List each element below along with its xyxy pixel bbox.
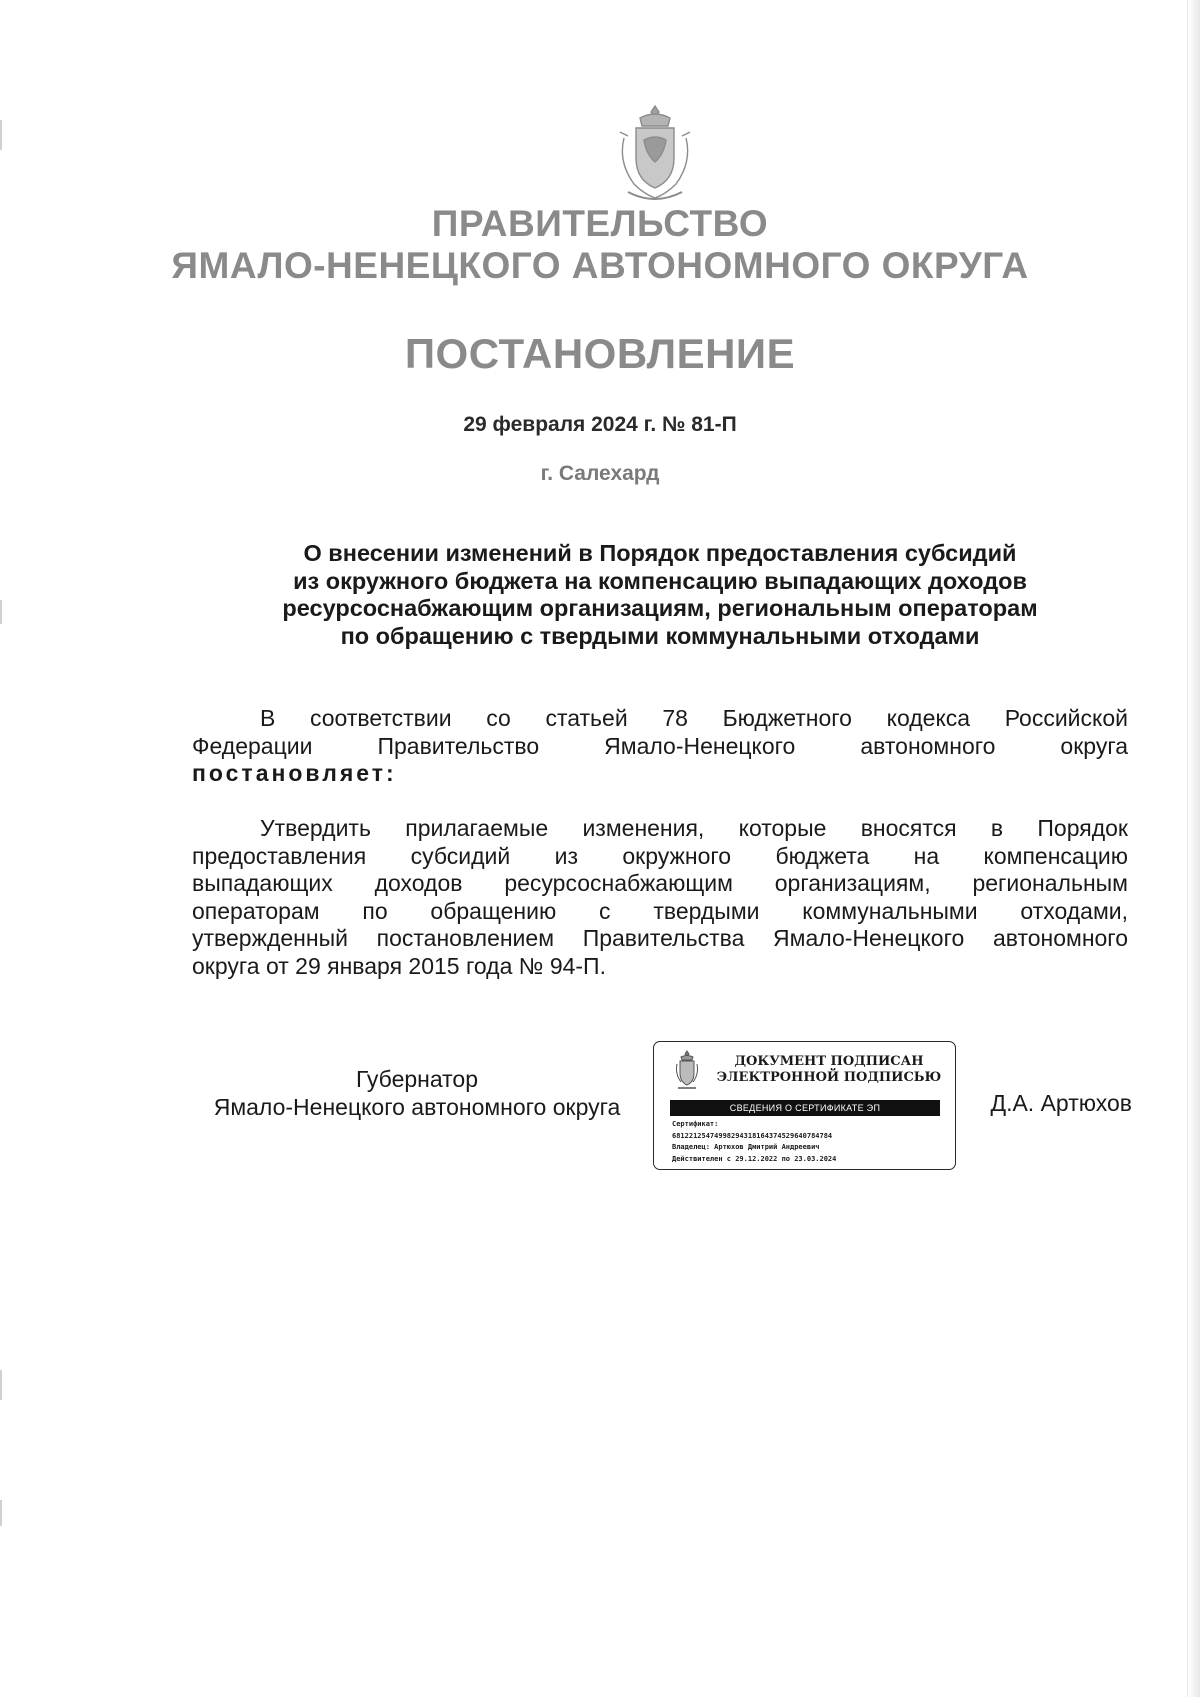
signer-position-line: Губернатор xyxy=(355,1066,479,1092)
certificate-owner: Владелец: Артюхов Дмитрий Андреевич xyxy=(672,1143,820,1151)
paragraph-line: округа от 29 января 2015 года № 94-П. xyxy=(192,952,606,979)
paragraph-line: выпадающих доходов ресурсоснабжающим организациям, региональным xyxy=(192,870,1128,897)
electronic-signature-stamp xyxy=(653,1041,956,1170)
certificate-info-bar: СВЕДЕНИЯ О СЕРТИФИКАТЕ ЭП xyxy=(670,1100,940,1116)
subject-line: по обращению с твердыми коммунальными отходами xyxy=(340,622,980,649)
preamble-paragraph xyxy=(192,705,1128,788)
subject-line: ресурсоснабжающим организациям, региональным операторам xyxy=(282,595,1038,621)
subject-line: О внесении изменений в Порядок предоставления субсидий xyxy=(303,540,1017,566)
signer-name: Д.А. Артюхов xyxy=(990,1090,1132,1116)
paragraph-line: Утвердить прилагаемые изменения, которые вносятся в Порядок xyxy=(260,815,1128,841)
stamp-emblem-icon xyxy=(674,1050,700,1094)
government-region: ЯМАЛО-НЕНЕЦКОГО АВТОНОМНОГО ОКРУГА xyxy=(171,245,1029,286)
decree-word: постановляет: xyxy=(192,760,397,787)
paragraph-line: утвержденный постановлением Правительства Ямало-Ненецкого автономного xyxy=(192,925,1128,952)
government-title: ПРАВИТЕЛЬСТВО xyxy=(431,203,769,244)
certificate-validity: Действителен с 29.12.2022 по 23.03.2024 xyxy=(672,1154,837,1163)
document-city: г. Салехард xyxy=(540,462,660,485)
coat-of-arms-icon xyxy=(616,104,694,204)
signer-position-line: Ямало-Ненецкого автономного округа xyxy=(213,1094,621,1120)
signer-position xyxy=(192,1065,642,1121)
paragraph-line: В соответствии со статьей 78 Бюджетного кодекса Российской xyxy=(260,705,1128,731)
decision-paragraph xyxy=(192,815,1128,981)
certificate-label: Сертификат: xyxy=(672,1120,719,1128)
certificate-number: 68122125474998294318164374529640784784 xyxy=(672,1131,833,1140)
stamp-heading xyxy=(714,1054,944,1086)
subject-line: из окружного бюджета на компенсацию выпадающих доходов xyxy=(293,567,1027,594)
paragraph-line: Федерации Правительство Ямало-Ненецкого автономного округа xyxy=(192,732,1128,759)
paragraph-line: предоставления субсидий из окружного бюджета на компенсацию xyxy=(192,842,1128,869)
certificate-details xyxy=(672,1119,942,1165)
document-date-number: 29 февраля 2024 г. № 81-П xyxy=(463,413,737,436)
stamp-heading-line: ДОКУМЕНТ ПОДПИСАН xyxy=(734,1054,924,1069)
document-type: ПОСТАНОВЛЕНИЕ xyxy=(404,330,796,377)
stamp-heading-line: ЭЛЕКТРОННОЙ ПОДПИСЬЮ xyxy=(716,1070,942,1085)
document-subject xyxy=(190,540,1130,650)
paragraph-line: операторам по обращению с твердыми коммунальными отходами, xyxy=(192,897,1128,924)
